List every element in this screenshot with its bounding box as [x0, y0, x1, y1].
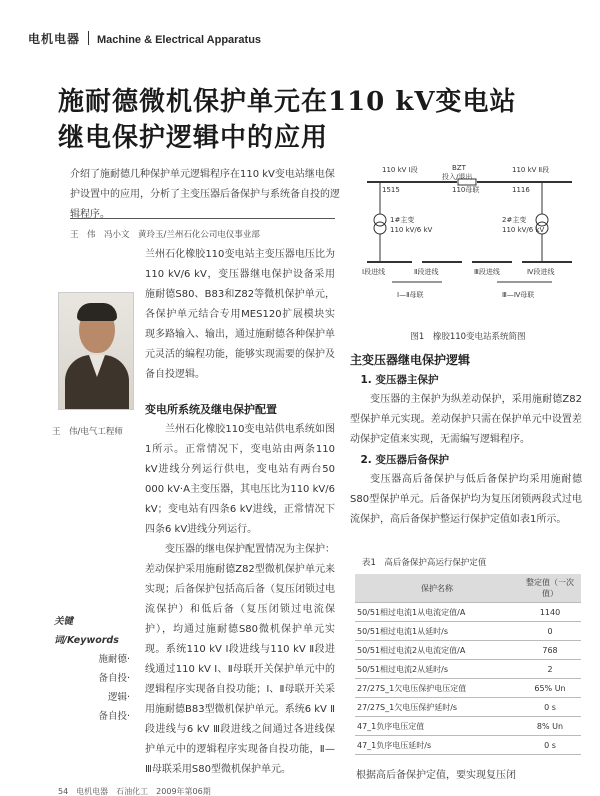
header-divider: [88, 31, 89, 45]
table-row: [355, 622, 581, 641]
table-row: [355, 641, 581, 660]
keyword-item: 施耐德·: [98, 654, 130, 665]
keywords: [54, 612, 130, 726]
col1-intro: 兰州石化橡胶110变电站主变压器电压比为110 kV/6 kV，变压器继电保护设备采用施耐德S80、B83和Z82等微机保护单元，各保护单元结合专用MES120扩展模块实现多路输入、输出，通过施耐德各种保护单元灵活的编程功能，能够实现需要的保护及备自投逻辑。: [145, 249, 335, 380]
fig-k1-label: 1515: [382, 186, 400, 194]
settings-table: [355, 574, 581, 755]
fig-bzt-label: BZT: [452, 164, 466, 172]
col2-h2: 2. 变压器后备保护: [360, 454, 449, 466]
figure-1-diagram: [352, 162, 584, 322]
col2-para1: 变压器的主保护为纵差动保护，采用施耐德Z82型保护单元实现。差动保护只需在保护单元中设置差动保护定值来实现，无需编写逻辑程序。: [350, 394, 582, 445]
fig-bus1-label: 110 kV Ⅰ段: [382, 166, 418, 174]
fig-b3-label: Ⅲ段进线: [474, 268, 500, 276]
header-en: Machine & Electrical Apparatus: [97, 34, 262, 46]
table-cell: 2: [519, 660, 581, 679]
fig-m2-label: Ⅲ—Ⅳ母联: [502, 291, 535, 299]
table-cell: 8% Un: [519, 717, 581, 736]
fig-t1-label: 1#主变: [390, 216, 415, 224]
table-cell: 27/27S_1欠电压保护延时/s: [355, 698, 519, 717]
table-cell: 27/27S_1欠电压保护电压定值: [355, 679, 519, 698]
table-row: [355, 698, 581, 717]
fig-bzt2-label: 投入/退出: [442, 173, 473, 181]
col2-para2: 变压器高后备保护与低后备保护均采用施耐德S80型保护单元。后备保护均为复压闭锁两段式过电流保护，高后备保护整运行保护定值如表1所示。: [350, 474, 582, 525]
table-caption: 表1 高后备保护高运行保护定值: [362, 558, 487, 568]
keywords-label: 关键词/Keywords: [54, 616, 119, 646]
authors: 王 伟 冯小文 黄玲玉/兰州石化公司电仪事业部: [70, 230, 260, 240]
fig-b4-label: Ⅳ段进线: [527, 268, 555, 276]
table-cell: 50/51相过电流2从延时/s: [355, 660, 519, 679]
keyword-item: 备自投·: [98, 711, 130, 722]
section1-title: 变电所系统及继电保护配置: [145, 403, 277, 416]
journal-header: [28, 30, 261, 47]
col2-section-title: 主变压器继电保护逻辑: [350, 353, 471, 367]
col2-body: [350, 350, 582, 530]
table-header-cell: 整定值（一次值）: [519, 574, 581, 603]
col2-h1: 1. 变压器主保护: [360, 374, 439, 386]
fig-tie-label: 110母联: [452, 186, 480, 194]
table-cell: 0: [519, 622, 581, 641]
table-cell: 768: [519, 641, 581, 660]
table-cell: 1140: [519, 603, 581, 622]
table-header-cell: 保护名称: [355, 574, 519, 603]
table-row: [355, 717, 581, 736]
table-cell: 47_1负序电压定值: [355, 717, 519, 736]
col2-last-line: 根据高后备保护定值，要实现复压闭: [356, 770, 516, 781]
fig-k2-label: 1116: [512, 186, 530, 194]
fig-t2-label: 2#主变: [502, 216, 527, 224]
table-row: [355, 660, 581, 679]
abstract-rule: [70, 218, 335, 219]
header-cn: 电机电器: [28, 32, 81, 46]
abstract: 介绍了施耐德几种保护单元逻辑程序在110 kV变电站继电保护设置中的应用，分析了主变压器后备保护与系统备自投的逻辑程序。: [70, 169, 340, 220]
fig-b1-label: Ⅰ段进线: [362, 268, 386, 276]
table-row: [355, 679, 581, 698]
page-footer: 54 电机电器 石油化工 2009年第06期: [58, 787, 211, 796]
table-cell: 50/51相过电流1从电流定值/A: [355, 603, 519, 622]
table-cell: 0 s: [519, 698, 581, 717]
table-cell: 50/51相过电流2从电流定值/A: [355, 641, 519, 660]
table-row: [355, 603, 581, 622]
table-cell: 50/51相过电流1从延时/s: [355, 622, 519, 641]
table-cell: 65% Un: [519, 679, 581, 698]
fig-bus2-label: 110 kV Ⅱ段: [512, 166, 550, 174]
table-cell: 0 s: [519, 736, 581, 755]
section1-para2: 变压器的继电保护配置情况为主保护：差动保护采用施耐德Z82型微机保护单元来实现；后备保护包括高后备（复压闭锁过电流保护）和低后备（复压闭锁过电流保护），均通过施耐德S80微机保护单元实现。系统110 kV Ⅰ段进线与110 kV Ⅱ段进线通过110 kV Ⅰ、Ⅱ母联开关保护单元中的逻辑程序实现备自投功能；Ⅰ、Ⅱ母联开关采用施耐德B83型微机保护单元。系统6 kV Ⅱ段进线与6 kV Ⅲ段进线之间通过各进线保护单元中的逻辑程序实现备自投功能，Ⅱ—Ⅲ母联采用S80型微机保护单元。: [145, 544, 335, 775]
photo-caption: 王 伟/电气工程师: [52, 427, 123, 437]
fig-t2v-label: 110 kV/6 kV: [502, 226, 545, 234]
article-title: [58, 84, 517, 156]
table-cell: 47_1负序电压延时/s: [355, 736, 519, 755]
fig-b2-label: Ⅱ段进线: [414, 268, 439, 276]
fig-m1-label: Ⅰ—Ⅱ母联: [397, 291, 424, 299]
section1-para1: 兰州石化橡胶110变电站供电系统如图1所示。正常情况下，变电站由两条110 kV进线分列运行供电，变电站有两台50 000 kV·A主变压器，其电压比为110 kV/6 kV；变电站有四条6 kV进线，正常情况下四条6 kV进线分列运行。: [145, 424, 335, 535]
figure-caption: 图1 橡胶110变电站系统简图: [410, 332, 526, 342]
title-line1: 施耐德微机保护单元在110 kV变电站: [58, 87, 517, 117]
keyword-item: 逻辑·: [107, 692, 130, 703]
author-photo: [58, 292, 134, 410]
title-line2: 继电保护逻辑中的应用: [58, 123, 329, 153]
keyword-item: 备自投·: [98, 673, 130, 684]
table-row: [355, 736, 581, 755]
col1-section1: [145, 400, 335, 780]
fig-t1v-label: 110 kV/6 kV: [390, 226, 433, 234]
